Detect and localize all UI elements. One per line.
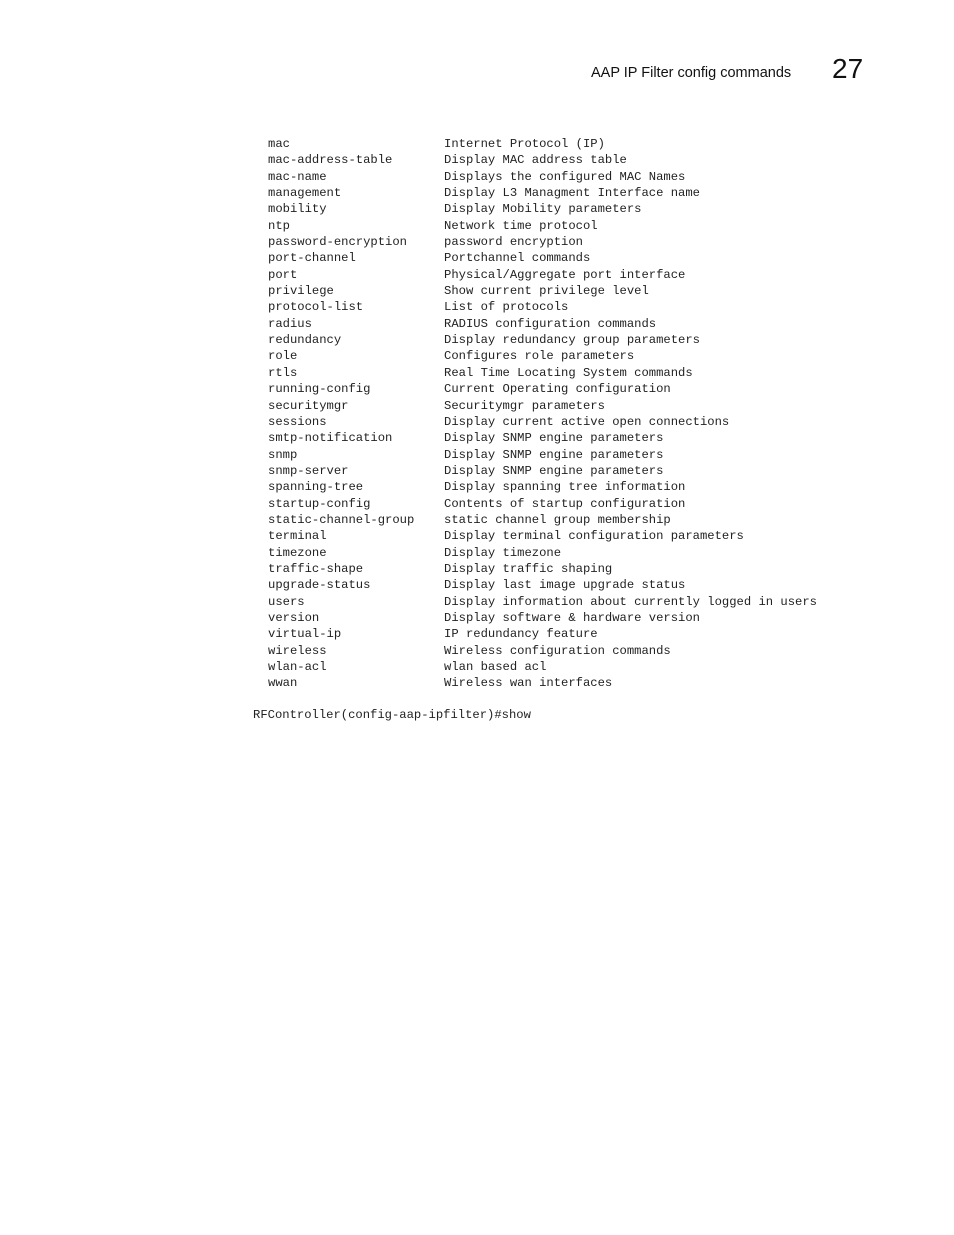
command-description: Displays the configured MAC Names (444, 169, 686, 184)
command-name: sessions (268, 414, 327, 429)
command-name: upgrade-status (268, 578, 371, 593)
command-description: Display terminal configuration parameters (444, 529, 744, 544)
command-name: running-config (268, 382, 371, 397)
command-name: mac (268, 137, 290, 151)
command-description: Display last image upgrade status (444, 578, 686, 593)
command-name: terminal (268, 529, 327, 544)
command-name: smtp-notification (268, 431, 393, 446)
command-description: Display MAC address table (444, 153, 627, 168)
command-description: Display L3 Managment Interface name (444, 186, 700, 201)
command-name: mac-address-table (268, 153, 393, 168)
command-name: mac-name (268, 169, 327, 184)
command-name: startup-config (268, 496, 371, 511)
command-name: spanning-tree (268, 480, 364, 495)
command-name: redundancy (268, 333, 342, 348)
command-name: port-channel (268, 251, 356, 266)
command-description: List of protocols (444, 300, 569, 315)
command-description: Current Operating configuration (444, 382, 671, 397)
command-description: RADIUS configuration commands (444, 316, 657, 331)
command-name: timezone (268, 545, 327, 560)
command-description: Display software & hardware version (444, 610, 700, 625)
command-name: port (268, 267, 298, 282)
command-name: virtual-ip (268, 627, 342, 642)
command-description: Display information about currently logged in users (444, 594, 817, 609)
command-name: users (268, 594, 305, 609)
command-name: static-channel-group (268, 512, 415, 527)
command-name: protocol-list (268, 300, 364, 315)
chapter-number: 27 (832, 53, 864, 84)
command-name: radius (268, 316, 312, 331)
command-name: traffic-shape (268, 561, 364, 576)
command-name: wwan (268, 676, 298, 691)
command-description: Display SNMP engine parameters (444, 431, 664, 446)
command-description: Display Mobility parameters (444, 202, 642, 217)
command-name: password-encryption (268, 235, 407, 250)
command-description: Physical/Aggregate port interface (444, 267, 686, 282)
command-description: IP redundancy feature (444, 627, 598, 642)
command-description: Display spanning tree information (444, 480, 686, 495)
command-name: management (268, 186, 342, 201)
command-name: securitymgr (268, 398, 349, 413)
command-description: Internet Protocol (IP) (444, 137, 605, 151)
command-description: Show current privilege level (444, 284, 649, 299)
command-description: Display traffic shaping (444, 561, 613, 576)
command-name: mobility (268, 202, 327, 217)
command-description: Display current active open connections (444, 414, 730, 429)
cli-prompt-line: RFController(config-aap-ipfilter)#show (253, 708, 531, 722)
command-description: Wireless wan interfaces (444, 676, 613, 691)
command-description: Configures role parameters (444, 349, 635, 364)
command-description: Display timezone (444, 545, 562, 560)
command-description: Wireless configuration commands (444, 643, 671, 658)
command-name: rtls (268, 365, 298, 380)
command-name: wlan-acl (268, 660, 327, 674)
command-description: Network time protocol (444, 218, 598, 233)
command-name: privilege (268, 284, 334, 299)
command-description: Portchannel commands (444, 251, 591, 266)
command-description: Real Time Locating System commands (444, 365, 693, 380)
command-name: snmp (268, 447, 298, 462)
command-description: static channel group membership (444, 512, 671, 527)
command-description: Contents of startup configuration (444, 496, 686, 511)
command-description: Display redundancy group parameters (444, 333, 700, 348)
command-name: ntp (268, 218, 290, 233)
command-name: role (268, 349, 298, 364)
section-title: AAP IP Filter config commands (591, 65, 792, 81)
command-description: password encryption (444, 235, 583, 250)
command-description: Display SNMP engine parameters (444, 463, 664, 478)
command-name: version (268, 610, 320, 625)
command-description: Securitymgr parameters (444, 398, 605, 413)
command-description: Display SNMP engine parameters (444, 447, 664, 462)
command-name: wireless (268, 643, 327, 658)
command-description: wlan based acl (444, 660, 547, 674)
command-name: snmp-server (268, 463, 349, 478)
